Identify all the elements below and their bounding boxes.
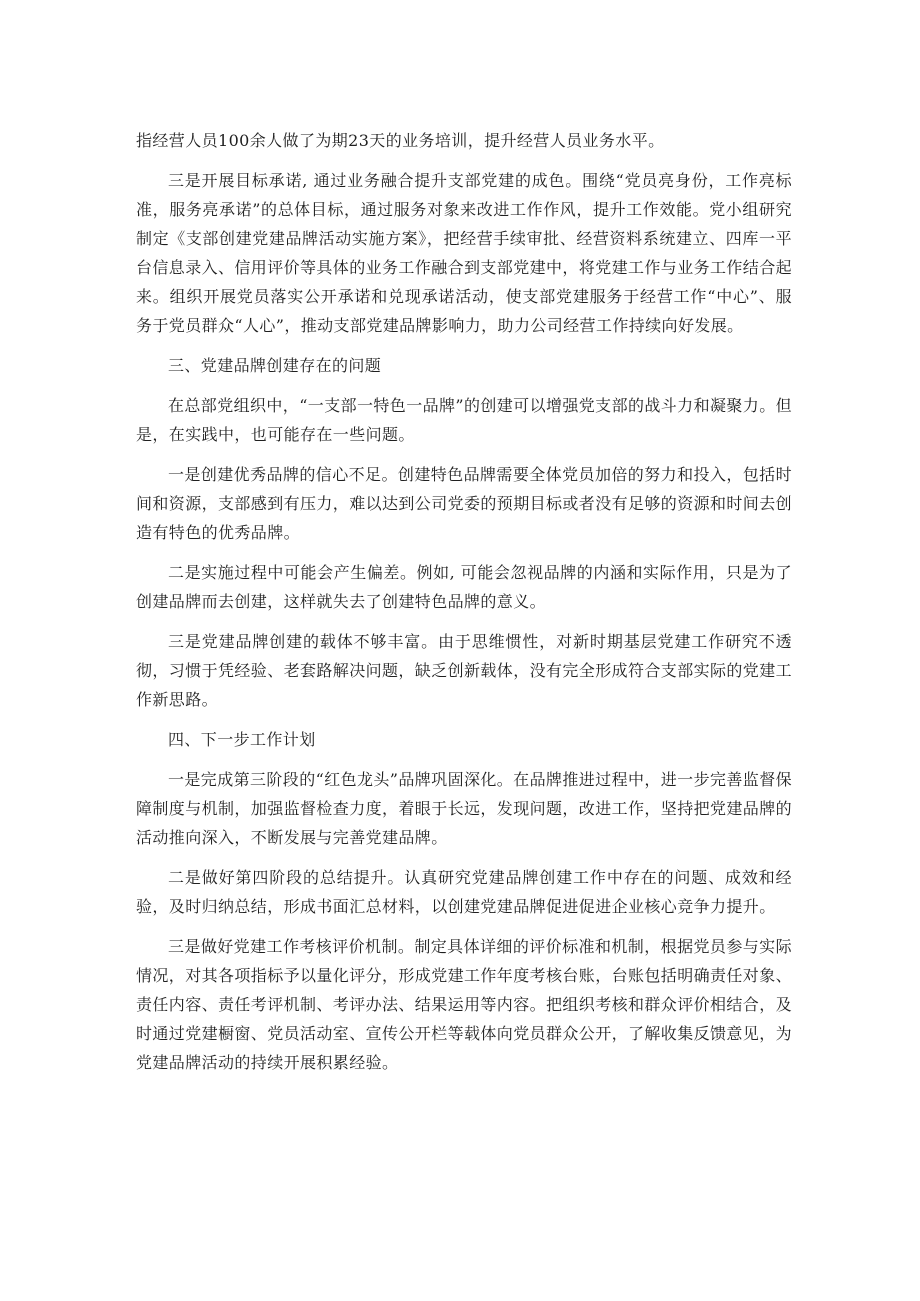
paragraph-continuation: 指经营人员100余人做了为期23天的业务培训，提升经营人员业务水平。	[136, 131, 665, 150]
paragraph-problem-confidence: 一是创建优秀品牌的信心不足。创建特色品牌需要全体党员加倍的努力和投入，包括时间和资源，支部感到有压力，难以达到公司党委的预期目标或者没有足够的资源和时间去创造有特色的优秀品牌。	[136, 465, 793, 542]
document-body	[136, 126, 792, 1088]
section-heading-next-steps: 四、下一步工作计划	[168, 730, 316, 749]
paragraph-goal-commitment: 三是开展目标承诺, 通过业务融合提升支部党建的成色。围绕“党员亮身份，工作亮标准，服务亮承诺”的总体目标，通过服务对象来改进工作作风，提升工作效能。党小组研究制定《支部创建党建品牌活动实施方案》，把经营手续审批、经营资料系统建立、四库一平台信息录入、信用评价等具体的业务工作融合到支部党建中，将党建工作与业务工作结合起来。组织开展党员落实公开承诺和兑现承诺活动，使支部党建服务于经营工作“中心”、服务于党员群众“人心”，推动支部党建品牌影响力，助力公司经营工作持续向好发展。	[136, 171, 793, 335]
paragraph-plan-evaluation: 三是做好党建工作考核评价机制。制定具体详细的评价标准和机制，根据党员参与实际情况，对其各项指标予以量化评分，形成党建工作年度考核台账，台账包括明确责任对象、责任内容、责任考评机制、考评办法、结果运用等内容。把组织考核和群众评价相结合，及时通过党建橱窗、党员活动室、宣传公开栏等载体向党员群众公开，了解收集反馈意见，为党建品牌活动的持续开展积累经验。	[136, 937, 793, 1072]
paragraph-problem-deviation: 二是实施过程中可能会产生偏差。例如, 可能会忽视品牌的内涵和实际作用，只是为了创建品牌而去创建，这样就失去了创建特色品牌的意义。	[136, 563, 792, 611]
paragraph-plan-stage-four: 二是做好第四阶段的总结提升。认真研究党建品牌创建工作中存在的问题、成效和经验，及时归纳总结，形成书面汇总材料，以创建党建品牌促进促进企业核心竞争力提升。	[136, 868, 792, 916]
section-heading-problems: 三、党建品牌创建存在的问题	[168, 356, 382, 375]
paragraph-plan-stage-three: 一是完成第三阶段的“红色龙头”品牌巩固深化。在品牌推进过程中，进一步完善监督保障制度与机制，加强监督检查力度，着眼于长远，发现问题，改进工作，坚持把党建品牌的活动推向深入，不断发展与完善党建品牌。	[136, 770, 793, 847]
paragraph-problem-carriers: 三是党建品牌创建的载体不够丰富。由于思维惯性，对新时期基层党建工作研究不透彻，习惯于凭经验、老套路解决问题，缺乏创新载体，没有完全形成符合支部实际的党建工作新思路。	[136, 632, 793, 709]
paragraph-problems-intro: 在总部党组织中，“一支部一特色一品牌”的创建可以增强党支部的战斗力和凝聚力。但是，在实践中，也可能存在一些问题。	[136, 396, 792, 444]
